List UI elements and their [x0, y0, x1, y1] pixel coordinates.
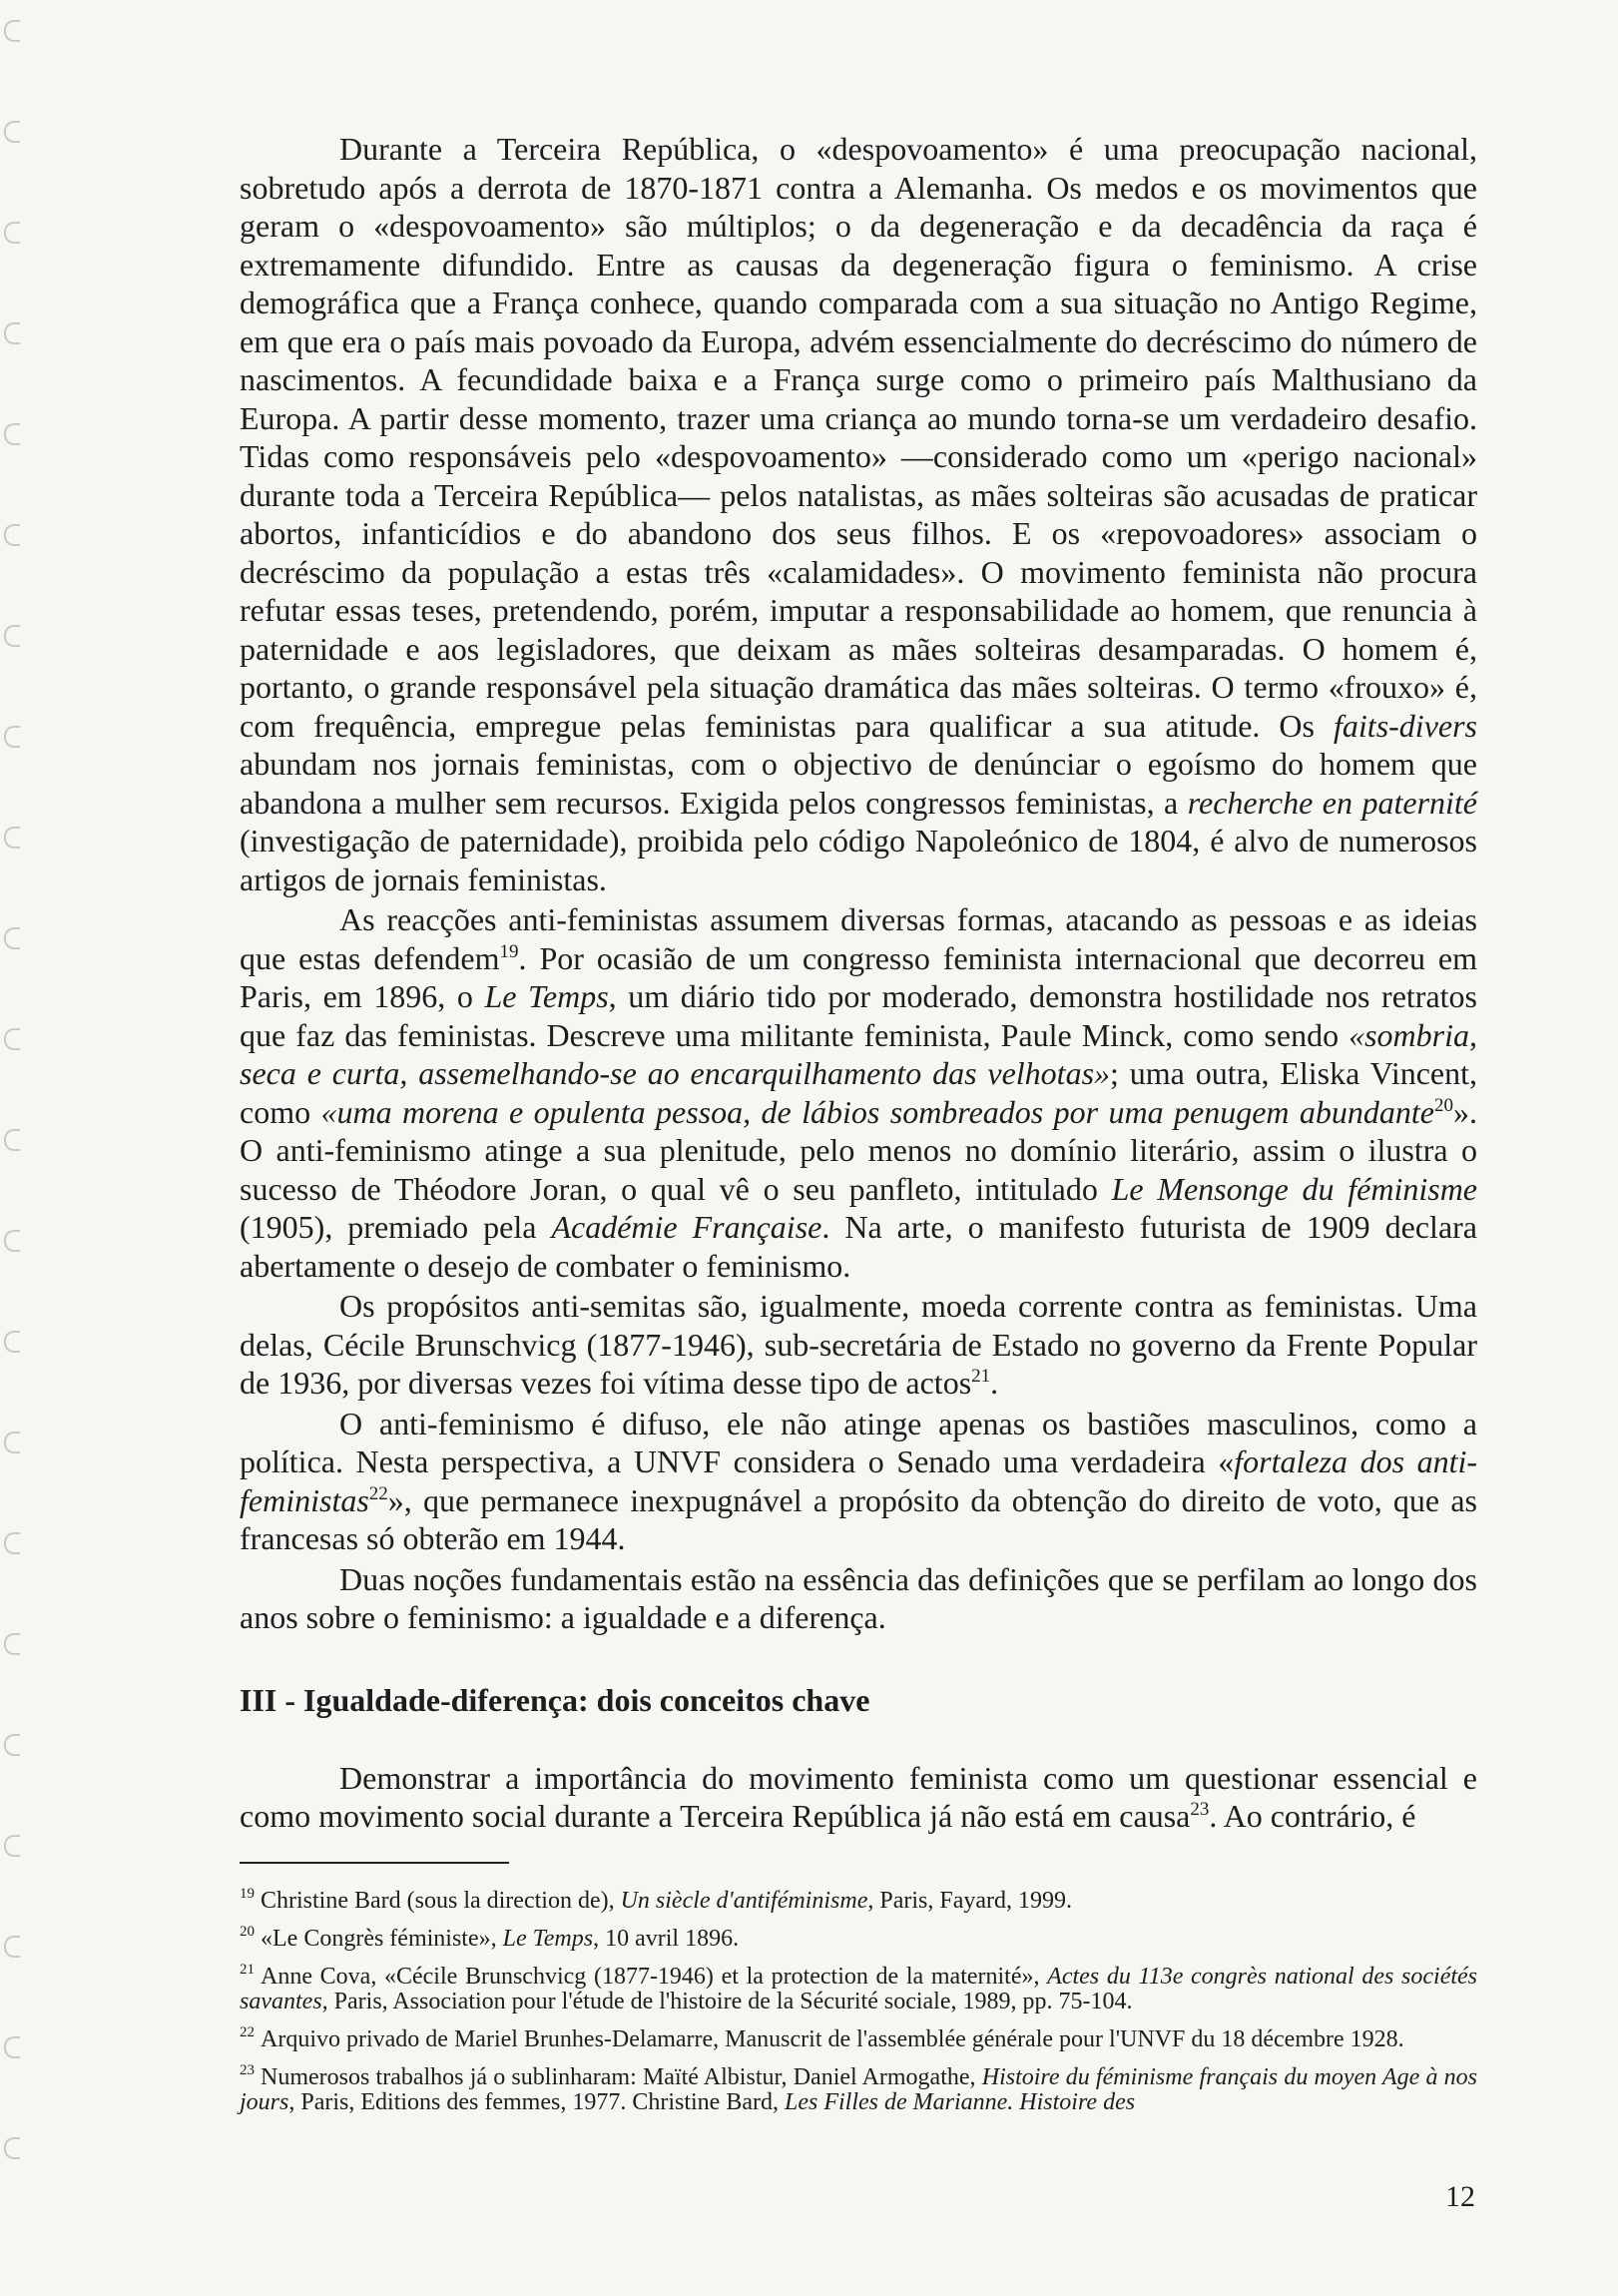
paragraph-5: Duas noções fundamentais estão na essência das definições que se perfilam ao longo dos anos sobre o feminismo: a igualdade e a diferença.	[240, 1560, 1477, 1635]
footnotes	[240, 1882, 1477, 2115]
footnote: $^{19}$ Christine Bard (sous la direction de), Un siècle d'antiféminisme, Paris, Fayard, 1999.	[240, 1885, 1072, 1914]
binding-ring	[4, 1331, 20, 1353]
footnote: $^{21}$ Anne Cova, «Cécile Brunschvicg (1877-1946) et la protection de la maternité», Actes du 113e congrès national des sociétés savantes, Paris, Association pour l'étude de l'histoire de la Sécurité sociale, 1989, pp. 75-104.	[240, 1961, 1477, 2014]
paragraph-2: As reacções anti-feministas assumem diversas formas, atacando as pessoas e as ideias que estas defendem$^{19}$. Por ocasião de um congresso feminista internacional que decorreu em Paris, em 1896, o Le Temps, um diário tido por moderado, demonstra hostilidade nos retratos que faz das feministas. Descreve uma militante feminista, Paule Minck, como sendo «sombria, seca e curta, assemelhando-se ao encarquilhamento das velhotas»; uma outra, Eliska Vincent, como «uma morena e opulenta pessoa, de lábios sombreados por uma penugem abundante$^{20}$». O anti-feminismo atinge a sua plenitude, pelo menos no domínio literário, assim o ilustra o sucesso de Théodore Joran, o qual vê o seu panfleto, intitulado Le Mensonge du féminisme (1905), premiado pela Académie Française. Na arte, o manifesto futurista de 1909 declara abertamente o desejo de combater o feminismo.	[240, 901, 1478, 1284]
paragraph-1: Durante a Terceira República, o «despovoamento» é uma preocupação nacional, sobretudo após a derrota de 1870-1871 contra a Alemanha. Os medos e os movimentos que geram o «despovoamento» são múltiplos; o da degeneração e da decadência da raça é extremamente difundido. Entre as causas da degeneração figura o feminismo. A crise demográfica que a França conhece, quando comparada com a sua situação no Antigo Regime, em que era o país mais povoado da Europa, advém essencialmente do decréscimo do número de nascimentos. A fecundidade baixa e a França surge como o primeiro país Malthusiano da Europa. A partir desse momento, trazer uma criança ao mundo torna-se um verdadeiro desafio. Tidas como responsáveis pelo «despovoamento» —considerado como um «perigo nacional» durante toda a Terceira República— pelos natalistas, as mães solteiras são acusadas de praticar abortos, infanticídios e do abandono dos seus filhos. E os «repovoadores» associam o decréscimo da população a estas três «calamidades». O movimento feminista não procura refutar essas teses, pretendendo, porém, imputar a responsabilidade ao homem, que renuncia à paternidade e aos legisladores, que deixam as mães solteiras desamparadas. O homem é, portanto, o grande responsável pela situação dramática das mães solteiras. O termo «frouxo» é, com frequência, empregue pelas feministas para qualificar a sua atitude. Os faits-divers abundam nos jornais feministas, com o objectivo de denúnciar o egoísmo do homem que abandona a mulher sem recursos. Exigida pelos congressos feministas, a recherche en paternité (investigação de paternidade), proibida pelo código Napoleónico de 1804, é alvo de numerosos artigos de jornais feministas.	[240, 131, 1478, 897]
footnote-ref-22[interactable]: 22	[368, 1482, 388, 1504]
binding-rings	[0, 20, 22, 2256]
binding-ring	[4, 1835, 20, 1857]
binding-ring	[4, 1028, 20, 1050]
binding-ring	[4, 827, 20, 849]
footnote: $^{22}$ Arquivo privado de Mariel Brunhes-Delamarre, Manuscrit de l'assemblée générale pour l'UNVF du 18 décembre 1928.	[240, 2023, 1404, 2052]
footnote-ref-19[interactable]: 19	[499, 940, 519, 962]
binding-ring	[4, 726, 20, 748]
binding-ring	[4, 1936, 20, 1958]
binding-ring	[4, 322, 20, 344]
binding-ring	[4, 1532, 20, 1554]
paragraph-3: Os propósitos anti-semitas são, igualmente, moeda corrente contra as feministas. Uma delas, Cécile Brunschvicg (1877-1946), sub-secretária de Estado no governo da Frente Popular de 1936, por diversas vezes foi vítima desse tipo de actos$^{21}$.	[240, 1288, 1477, 1401]
binding-ring	[4, 222, 20, 244]
page-number: 12	[1445, 2180, 1475, 2213]
footnote: $^{23}$ Numerosos trabalhos já o sublinharam: Maïté Albistur, Daniel Armogathe, Histoire du féminisme français du moyen Age à nos jours, Paris, Editions des femmes, 1977. Christine Bard, Les Filles de Marianne. Histoire des	[240, 2061, 1477, 2115]
binding-ring	[4, 121, 20, 143]
footnote-ref-21[interactable]: 21	[971, 1366, 991, 1387]
binding-ring	[4, 927, 20, 949]
binding-ring	[4, 20, 20, 42]
footnote-ref-20[interactable]: 20	[1434, 1094, 1454, 1116]
binding-ring	[4, 625, 20, 647]
main-text	[240, 130, 1477, 2121]
binding-ring	[4, 2137, 20, 2159]
footnote-separator	[240, 1862, 509, 1864]
footnote: $^{20}$ «Le Congrès féministe», Le Temps, 10 avril 1896.	[240, 1923, 740, 1952]
binding-ring	[4, 1230, 20, 1252]
binding-ring	[4, 1734, 20, 1756]
paragraph-6: Demonstrar a importância do movimento feminista como um questionar essencial e como movimento social durante a Terceira República já não está em causa$^{23}$. Ao contrário, é	[240, 1759, 1477, 1834]
binding-ring	[4, 524, 20, 546]
binding-ring	[4, 1633, 20, 1655]
binding-ring	[4, 423, 20, 445]
section-heading: III - Igualdade-diferença: dois conceitos chave	[240, 1681, 870, 1718]
binding-ring	[4, 1432, 20, 1453]
binding-ring	[4, 2036, 20, 2058]
paragraph-4: O anti-feminismo é difuso, ele não atinge apenas os bastiões masculinos, como a política. Nesta perspectiva, a UNVF considera o Senado uma verdadeira «fortaleza dos anti-feministas$^{22}$», que permanece inexpugnável a propósito da obtenção do direito de voto, que as francesas só obterão em 1944.	[240, 1405, 1478, 1556]
footnote-ref-23[interactable]: 23	[1190, 1799, 1210, 1820]
binding-ring	[4, 1129, 20, 1151]
